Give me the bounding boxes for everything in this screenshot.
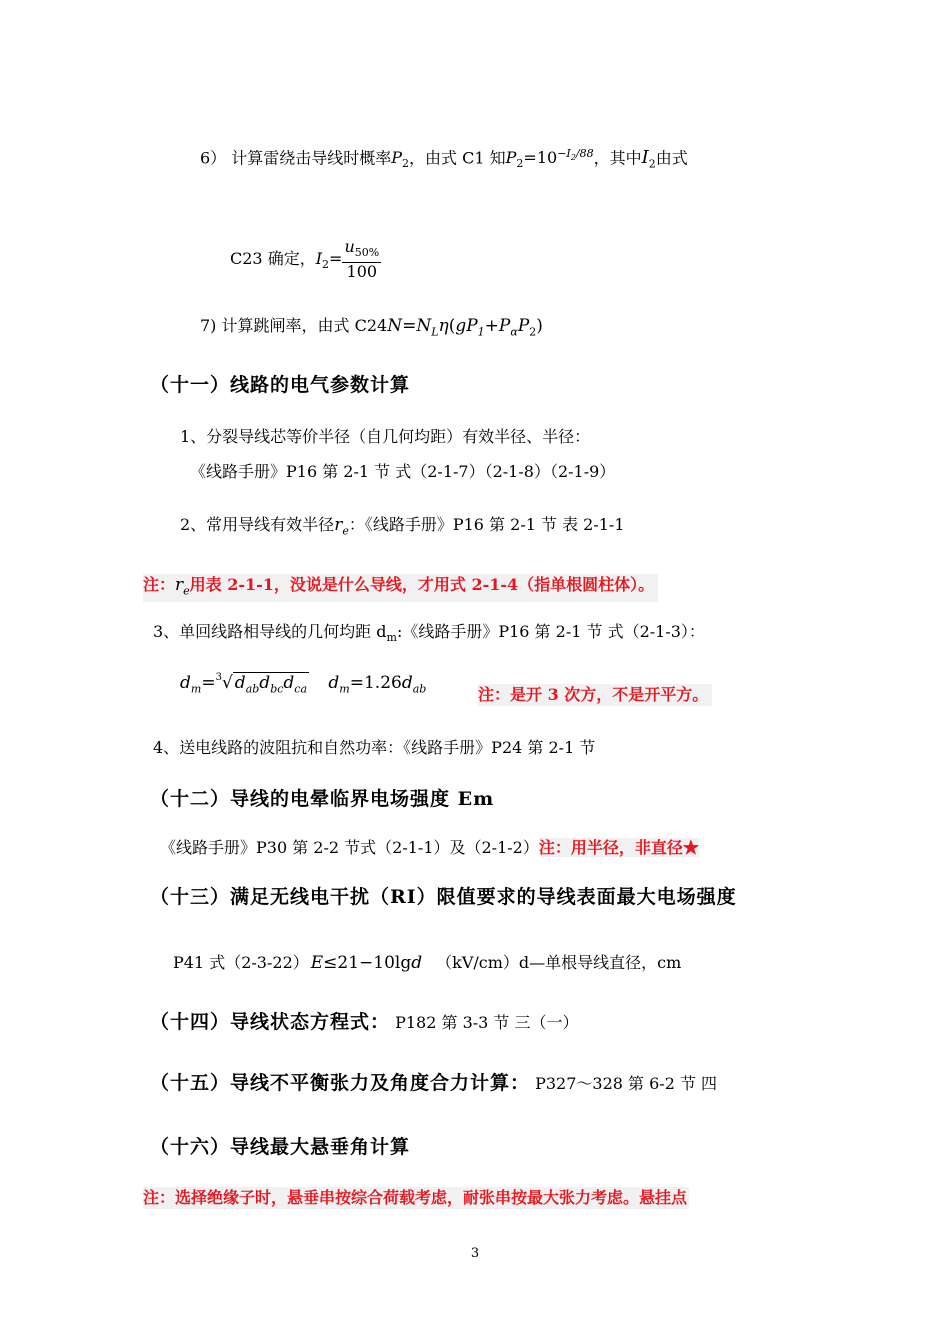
sec11-item2-text: 2、常用导线有效半径	[180, 515, 335, 534]
sec14-title: （十四）导线状态方程式：	[150, 1011, 391, 1033]
note-effective-radius	[143, 574, 658, 602]
sec16-title: （十六）导线最大悬垂角计算	[150, 1136, 411, 1158]
step6-prefix: 6） 计算雷绕击导线时概率	[200, 148, 392, 168]
sec13-ref-prefix: P41 式（2-3-22）	[173, 953, 309, 972]
sec14-line	[150, 1011, 579, 1034]
sec11-item1-ref: 《线路手册》P16 第 2-1 节 式（2-1-7）（2-1-8）（2-1-9）	[190, 462, 616, 481]
sec11-item2	[180, 514, 625, 542]
sec12-title: （十二）导线的电晕临界电场强度 Em	[150, 788, 495, 810]
sec11-item2-ref: ：《线路手册》P16 第 2-1 节 表 2-1-1	[348, 515, 625, 534]
step6-line	[200, 143, 688, 176]
dm-subscript: m	[386, 631, 397, 645]
trip-rate-formula: $N=N_L\eta(gP_1+P_\alpha P_2)$	[387, 316, 543, 339]
note-insulator-selection: 注：选择绝缘子时，悬垂串按综合荷载考虑，耐张串按最大张力考虑。悬挂点	[143, 1188, 688, 1207]
step6-continuation	[230, 238, 381, 281]
sec11-item3-text: 3、单回线路相导线的几何均距 d	[153, 622, 387, 641]
sec11-item3-ref: :《线路手册》P16 第 2-1 节 式（2-1-3）：	[396, 622, 705, 641]
step6-after-p2: ，由式 C1 知	[409, 148, 506, 168]
step7-line	[200, 315, 543, 343]
i2-formula: $I_2=$ $\frac{u_{50\%}}{100}$	[315, 237, 380, 282]
step6-after-formula: ，其中	[593, 148, 642, 168]
sec11-item4: 4、送电线路的波阻抗和自然功率：《线路手册》P24 第 2-1 节	[153, 738, 596, 757]
sec11-item1: 1、分裂导线芯等价半径（自几何均距）有效半径、半径：	[180, 427, 591, 446]
note1-text: 用表 2-1-1，没说是什么导线，才用式 2-1-4（指单根圆柱体）。	[189, 575, 655, 594]
sec11-title: （十一）线路的电气参数计算	[150, 374, 411, 396]
sec13-ref-line	[173, 952, 681, 974]
sec11-item3	[153, 621, 705, 649]
geometric-mean-formula: $d_m=^3√$ $d_{ab}d_{bc}d_{ca}$ $d_m=1.26d_{ab}$	[180, 672, 427, 696]
i2-symbol: $I_2$	[641, 147, 656, 171]
sec12-ref-line	[160, 837, 699, 859]
p2-formula: $P_2=10^{-I_2/88}$	[505, 147, 594, 171]
ri-field-formula: E≤21−10lgd	[310, 953, 423, 973]
sec13-title: （十三）满足无线电干扰（RI）限值要求的导线表面最大电场强度	[150, 886, 737, 908]
sec15-line	[150, 1072, 717, 1095]
step6-suffix: 由式	[655, 148, 688, 168]
re-symbol-note: $r_e$	[175, 575, 190, 598]
sec12-ref: 《线路手册》P30 第 2-2 节式（2-1-1）及（2-1-2）	[160, 838, 539, 857]
note1-prefix: 注：	[143, 575, 176, 594]
sec12-note: 注：用半径，非直径★	[538, 838, 699, 857]
step6-continuation-text: C23 确定，	[230, 249, 316, 269]
sec14-ref: P182 第 3-3 节 三（一）	[390, 1013, 579, 1032]
page-number: 3	[470, 1246, 480, 1261]
p2-symbol: $P_2$	[391, 148, 410, 171]
step7-text: 7) 计算跳闸率，由式 C24	[200, 316, 388, 335]
note-cube-root: 注：是开 3 次方，不是开平方。	[478, 684, 712, 706]
sec15-title: （十五）导线不平衡张力及角度合力计算：	[150, 1072, 531, 1094]
sec15-ref: P327～328 第 6-2 节 四	[530, 1074, 718, 1093]
sec13-ref-suffix: （kV/cm）d—单根导线直径，cm	[436, 953, 682, 972]
re-symbol: $r_e$	[334, 515, 349, 538]
